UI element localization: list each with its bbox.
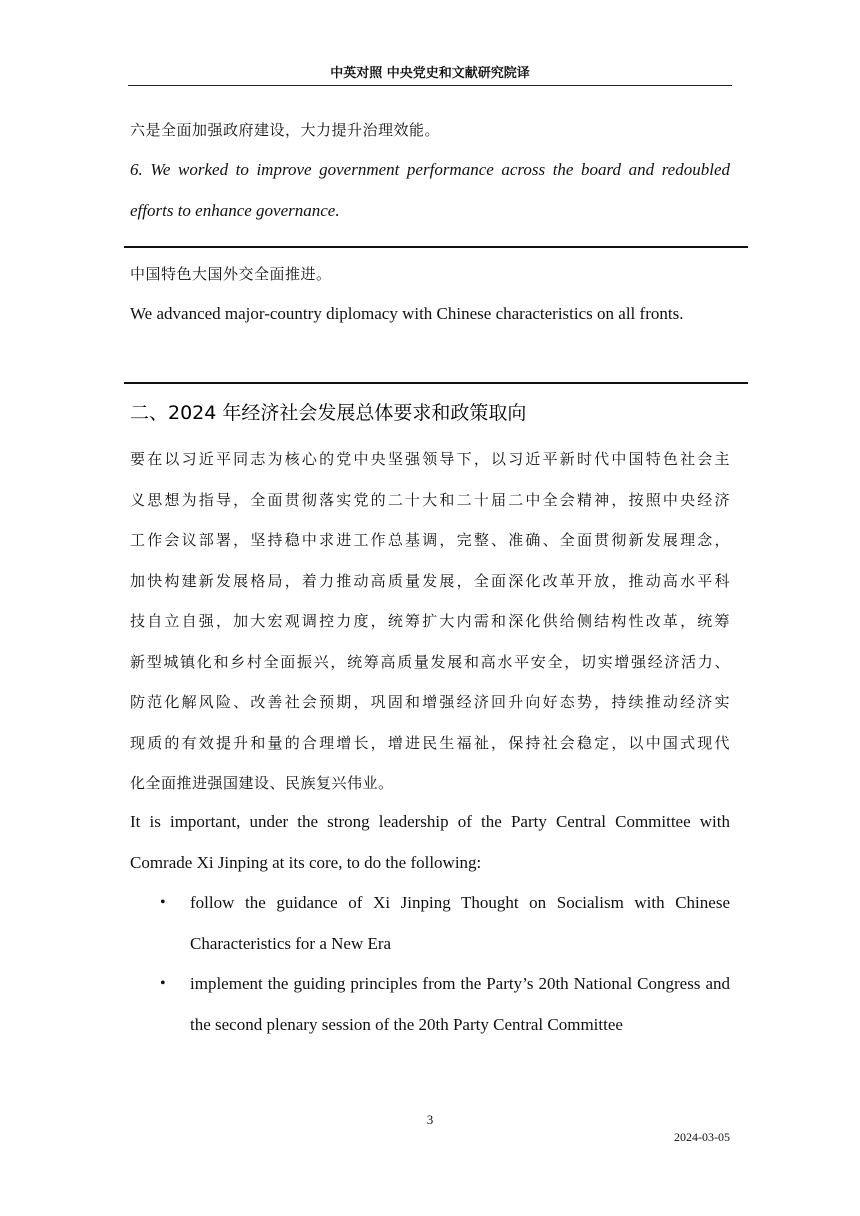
divider-rule: [124, 246, 748, 248]
bullet-list: [130, 883, 730, 1045]
paragraph-line: 要在以习近平同志为核心的党中央坚强领导下，以习近平新时代中国特色社会主: [130, 450, 730, 468]
paragraph-line: 技自立自强，加大宏观调控力度，统筹扩大内需和深化供给侧结构性改革，统筹: [130, 612, 730, 630]
list-item: [130, 883, 730, 964]
divider-rule: [124, 382, 748, 384]
part2-english-intro: It is important, under the strong leadership of the Party Central Committee with Comrade Xi Jinping at its core, to do the following:: [130, 812, 730, 872]
section6-chinese: 六是全面加强政府建设，大力提升治理效能。: [130, 121, 441, 139]
part2-chinese-paragraph: [130, 439, 730, 804]
bullet-icon: •: [160, 894, 166, 911]
paragraph-line: 新型城镇化和乡村全面振兴，统筹高质量发展和高水平安全，切实增强经济活力、: [130, 652, 730, 671]
bullet-icon: •: [160, 975, 166, 992]
list-item: [130, 964, 730, 1045]
footer-date: 2024-03-05: [674, 1130, 730, 1144]
paragraph-line: 加快构建新发展格局，着力推动高质量发展，全面深化改革开放，推动高水平科: [130, 571, 730, 590]
section6-english: 6. We worked to improve government performance across the board and redoubled efforts to enhance governance.: [130, 160, 730, 220]
paragraph-line: 现质的有效提升和量的合理增长，增进民生福祉，保持社会稳定，以中国式现代: [130, 733, 730, 752]
paragraph-line: 义思想为指导，全面贯彻落实党的二十大和二十届二中全会精神，按照中央经济: [130, 490, 730, 509]
page-header: 中英对照 中央党史和文献研究院译: [128, 62, 732, 86]
paragraph-line: 工作会议部署，坚持稳中求进工作总基调，完整、准确、全面贯彻新发展理念，: [130, 531, 730, 549]
paragraph-line: 化全面推进强国建设、民族复兴伟业。: [130, 774, 394, 792]
page-number: 3: [426, 1112, 434, 1127]
diplomacy-english: We advanced major-country diplomacy with Chinese characteristics on all fronts.: [130, 304, 684, 323]
list-item-text: follow the guidance of Xi Jinping Thought on Socialism with Chinese Characteristics for a New Era: [190, 893, 730, 953]
section-heading: 二、2024 年经济社会发展总体要求和政策取向: [130, 402, 527, 424]
list-item-text: implement the guiding principles from the Party’s 20th National Congress and the second plenary session of the 20th Party Central Committee: [190, 974, 730, 1034]
paragraph-line: 防范化解风险、改善社会预期，巩固和增强经济回升向好态势，持续推动经济实: [130, 693, 730, 711]
diplomacy-chinese: 中国特色大国外交全面推进。: [130, 265, 332, 283]
